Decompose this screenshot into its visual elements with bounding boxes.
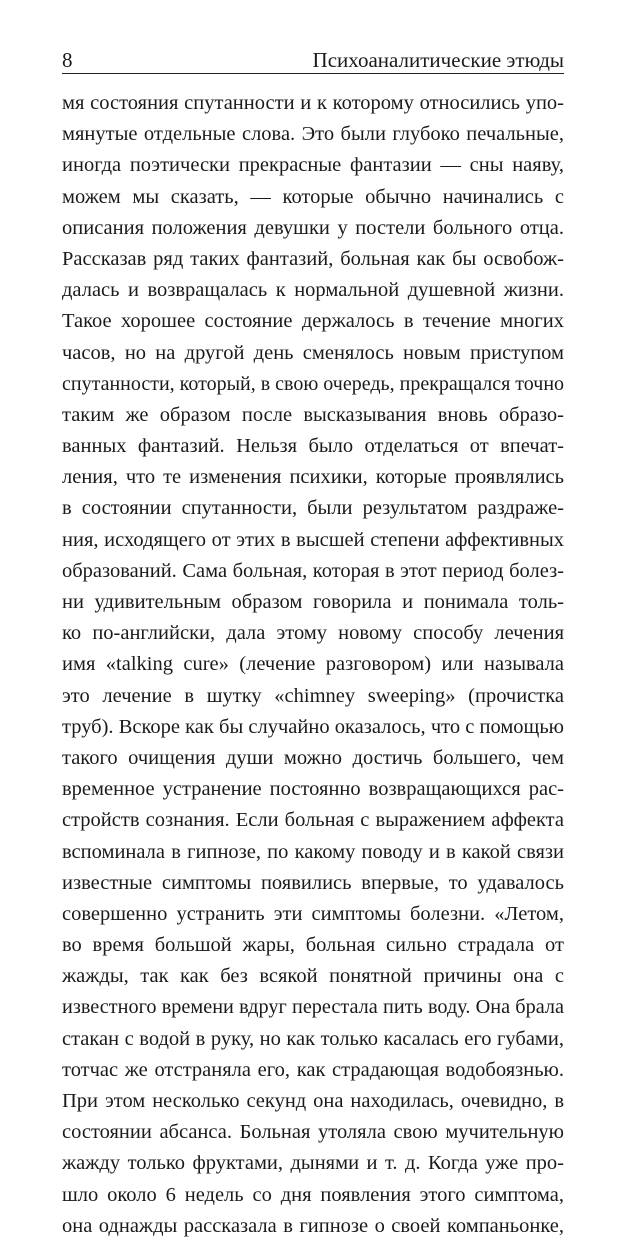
text-line: ванных фантазий. Нельзя было отделаться от впечат- <box>62 435 564 458</box>
text-line: временное устранение постоянно возвращающихся рас- <box>62 778 564 801</box>
text-line: таким же образом после высказывания вновь образо- <box>62 403 564 426</box>
text-line: стакан с водой в руку, но как только касалась его губами, <box>62 1027 564 1050</box>
text-line: можем мы сказать, — которые обычно начинались с <box>62 185 564 208</box>
text-line: известные симптомы появились впервые, то удавалось <box>62 871 564 894</box>
text-line: во время большой жары, больная сильно страдала от <box>62 934 564 957</box>
text-line: имя «talking cure» (лечение разговором) или называла <box>62 653 564 676</box>
text-line: ко по-английски, дала этому новому способу лечения <box>62 622 564 645</box>
text-line: Рассказав ряд таких фантазий, больная как бы освобож- <box>62 247 564 270</box>
text-line: это лечение в шутку «chimney sweeping» (прочистка <box>62 684 564 707</box>
header-rule <box>62 73 564 74</box>
text-line: описания положения девушки у постели больного отца. <box>62 216 564 239</box>
text-line: она однажды рассказала в гипнозе о своей компаньонке, <box>62 1214 564 1237</box>
text-line: ния, исходящего от этих в высшей степени аффективных <box>62 528 564 551</box>
text-line: спутанности, который, в свою очередь, прекращался точно <box>62 372 564 395</box>
text-line: стройств сознания. Если больная с выражением аффекта <box>62 809 564 832</box>
text-line: далась и возвращалась к нормальной душевной жизни. <box>62 279 564 302</box>
text-line: При этом несколько секунд она находилась, очевидно, в <box>62 1090 564 1112</box>
text-line: труб). Вскоре как бы случайно оказалось, что с помощью <box>62 715 564 738</box>
text-line: шло около 6 недель со дня появления этого симптома, <box>62 1183 564 1206</box>
text-line: жажду только фруктами, дынями и т. д. Когда уже про- <box>62 1152 564 1175</box>
body-text <box>62 88 564 1242</box>
text-line: тотчас же отстраняла его, как страдающая водобоязнью. <box>62 1058 564 1081</box>
text-line: иногда поэтически прекрасные фантазии — сны наяву, <box>62 154 564 177</box>
running-head <box>62 38 564 72</box>
text-line: часов, но на другой день сменялось новым приступом <box>62 341 564 364</box>
text-line: такого очищения души можно достичь большего, чем <box>62 746 564 769</box>
text-line: мянутые отдельные слова. Это были глубоко печальные, <box>62 123 564 146</box>
text-line: совершенно устранить эти симптомы болезни. «Летом, <box>62 902 564 925</box>
text-line: Такое хорошее состояние держалось в течение многих <box>62 310 564 333</box>
text-line: известного времени вдруг перестала пить воду. Она брала <box>62 996 564 1019</box>
text-line: вспоминала в гипнозе, по какому поводу и в какой связи <box>62 840 564 863</box>
text-line: жажды, так как без всякой понятной причины она с <box>62 965 564 988</box>
book-title: Психоаналитические этюды <box>312 48 564 72</box>
text-line: ни удивительным образом говорила и понимала толь- <box>62 591 564 613</box>
text-line: мя состояния спутанности и к которому относились упо- <box>62 92 564 114</box>
text-line: состоянии абсанса. Больная утоляла свою мучительную <box>62 1121 564 1144</box>
page-number: 8 <box>62 48 73 72</box>
text-line: ления, что те изменения психики, которые проявлялись <box>62 466 564 489</box>
text-line: в состоянии спутанности, были результатом раздраже- <box>62 497 564 520</box>
text-line: образований. Сама больная, которая в этот период болез- <box>62 559 564 582</box>
